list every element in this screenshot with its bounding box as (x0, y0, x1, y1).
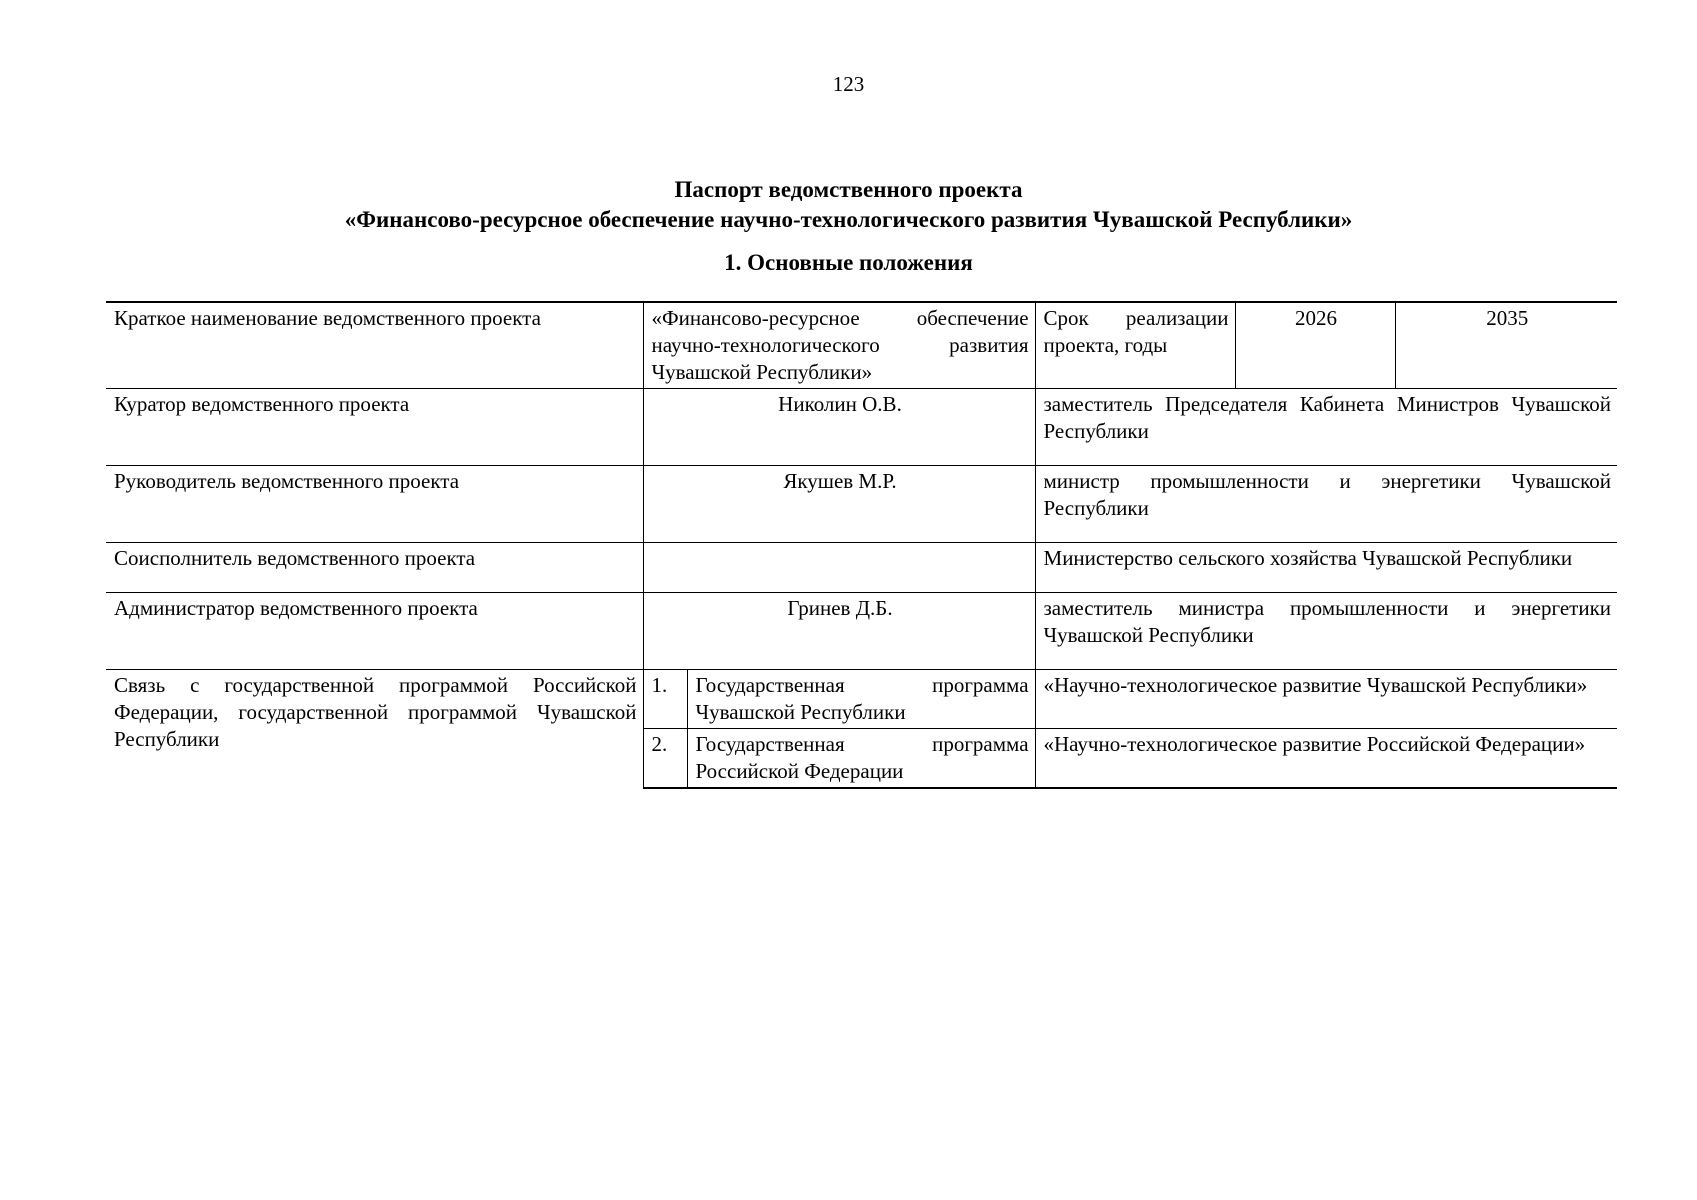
table-row-short-name (106, 302, 1617, 389)
row-label-short-name: Краткое наименование ведомственного проекта (106, 302, 643, 389)
co-executor-person (643, 543, 1035, 593)
curator-person: Николин О.В. (643, 389, 1035, 466)
table-row-administrator (106, 593, 1617, 670)
link-2-name: «Научно-технологическое развитие Российской Федерации» (1035, 729, 1617, 789)
curator-position: заместитель Председателя Кабинета Министров Чувашской Республики (1035, 389, 1617, 466)
administrator-position: заместитель министра промышленности и энергетики Чувашской Республики (1035, 593, 1617, 670)
period-label: Срок реализации проекта, годы (1035, 302, 1235, 389)
link-2-type: Государственная программа Российской Федерации (687, 729, 1035, 789)
link-1-number: 1. (643, 670, 687, 729)
row-label-co-executor: Соисполнитель ведомственного проекта (106, 543, 643, 593)
link-1-type: Государственная программа Чувашской Республики (687, 670, 1035, 729)
table-row-curator (106, 389, 1617, 466)
row-label-administrator: Администратор ведомственного проекта (106, 593, 643, 670)
project-short-name: «Финансово-ресурсное обеспечение научно-технологического развития Чувашской Республики» (643, 302, 1035, 389)
table-row-co-executor (106, 543, 1617, 593)
head-person: Якушев М.Р. (643, 466, 1035, 543)
end-year: 2035 (1395, 302, 1617, 389)
table-row-link-1 (106, 670, 1617, 729)
co-executor-position: Министерство сельского хозяйства Чувашской Республики (1035, 543, 1617, 593)
document-title (0, 175, 1697, 235)
link-1-name: «Научно-технологическое развитие Чувашской Республики» (1035, 670, 1617, 729)
row-label-links: Связь с государственной программой Российской Федерации, государственной программой Чувашской Республики (106, 670, 643, 789)
passport-table (106, 301, 1617, 789)
table-row-head (106, 466, 1617, 543)
start-year: 2026 (1235, 302, 1395, 389)
administrator-person: Гринев Д.Б. (643, 593, 1035, 670)
row-label-curator: Куратор ведомственного проекта (106, 389, 643, 466)
page-number: 123 (832, 72, 865, 96)
row-label-head: Руководитель ведомственного проекта (106, 466, 643, 543)
title-line-2: «Финансово-ресурсное обеспечение научно-технологического развития Чувашской Республики» (344, 207, 1353, 232)
title-line-1: Паспорт ведомственного проекта (674, 177, 1023, 202)
section-title: 1. Основные положения (724, 250, 973, 275)
head-position: министр промышленности и энергетики Чувашской Республики (1035, 466, 1617, 543)
link-2-number: 2. (643, 729, 687, 789)
